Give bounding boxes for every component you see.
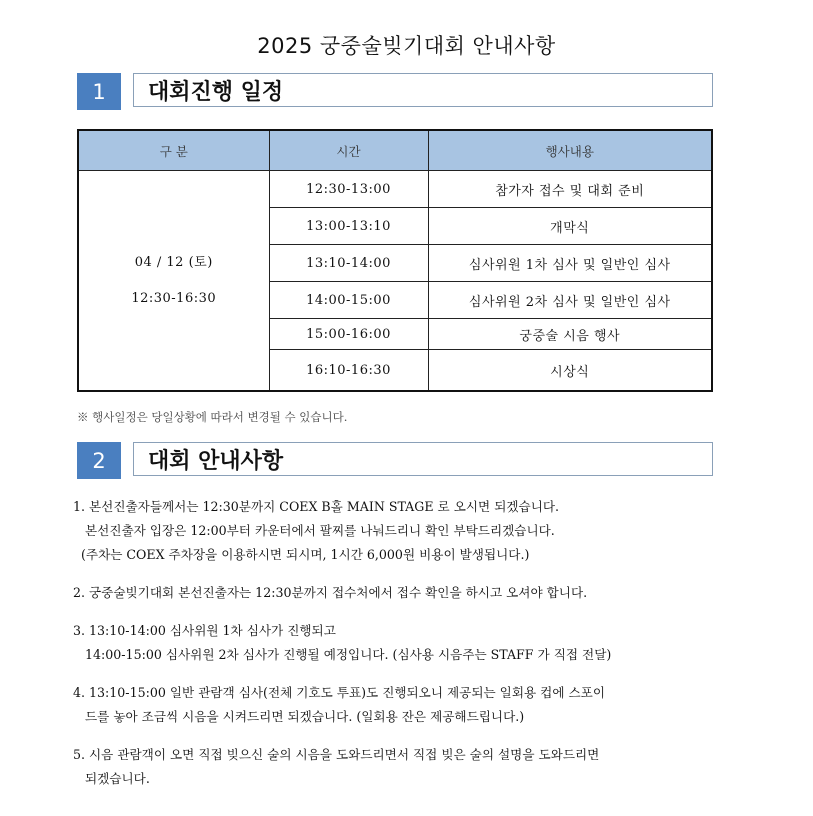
schedule-note: ※ 행사일정은 당일상황에 따라서 변경될 수 있습니다.	[77, 410, 348, 424]
table-header-row	[78, 130, 712, 171]
list-item: 5. 시음 관람객이 오면 직접 빚으신 술의 시음을 도와드리면서 직접 빚은 술의 설명을 도와드리면	[73, 747, 600, 762]
row-content: 심사위원 2차 심사 및 일반인 심사	[428, 282, 712, 319]
row-time: 12:30-13:00	[269, 171, 428, 208]
row-content: 궁중술 시음 행사	[428, 319, 712, 350]
row-time: 13:00-13:10	[269, 208, 428, 245]
schedule-table	[77, 129, 713, 392]
row-time: 13:10-14:00	[269, 245, 428, 282]
row-time: 15:00-16:00	[269, 319, 428, 350]
table-row	[78, 171, 712, 208]
list-item: (주차는 COEX 주차장을 이용하시면 되시며, 1시간 6,000원 비용이 발생됩니다.)	[73, 547, 530, 562]
list-item: 1. 본선진출자들께서는 12:30분까지 COEX B홀 MAIN STAGE 로 오시면 되겠습니다.	[73, 499, 560, 514]
list-item: 3. 13:10-14:00 심사위원 1차 심사가 진행되고	[73, 623, 336, 638]
list-item: 2. 궁중술빚기대회 본선진출자는 12:30분까지 접수처에서 접수 확인을 하시고 오셔야 합니다.	[73, 585, 588, 600]
section-1-title: 대회진행 일정	[133, 73, 713, 107]
page-title: 2025 궁중술빚기대회 안내사항	[257, 34, 556, 58]
list-item: 되겠습니다.	[73, 771, 150, 786]
list-item: 14:00-15:00 심사위원 2차 심사가 진행될 예정입니다. (심사용 시음주는 STAFF 가 직접 전달)	[73, 647, 612, 662]
notice-list	[73, 495, 723, 791]
header-category: 구 분	[78, 130, 269, 171]
event-date: 04 / 12 (토)	[134, 254, 213, 270]
row-time: 14:00-15:00	[269, 282, 428, 319]
section-2-number: 2	[77, 442, 121, 479]
event-time-range: 12:30-16:30	[131, 290, 217, 306]
header-time: 시간	[269, 130, 428, 171]
row-content: 심사위원 1차 심사 및 일반인 심사	[428, 245, 712, 282]
list-item: 드를 놓아 조금씩 시음을 시켜드리면 되겠습니다. (일회용 잔은 제공해드립니다.)	[73, 709, 525, 724]
row-content: 시상식	[428, 350, 712, 392]
header-content: 행사내용	[428, 130, 712, 171]
date-cell	[78, 171, 269, 392]
section-1-number: 1	[77, 73, 121, 110]
section-2-title: 대회 안내사항	[133, 442, 713, 476]
row-content: 참가자 접수 및 대회 준비	[428, 171, 712, 208]
row-time: 16:10-16:30	[269, 350, 428, 392]
list-item: 본선진출자 입장은 12:00부터 카운터에서 팔찌를 나눠드리니 확인 부탁드리겠습니다.	[73, 523, 555, 538]
row-content: 개막식	[428, 208, 712, 245]
list-item: 4. 13:10-15:00 일반 관람객 심사(전체 기호도 투표)도 진행되오니 제공되는 일회용 컵에 스포이	[73, 685, 606, 700]
